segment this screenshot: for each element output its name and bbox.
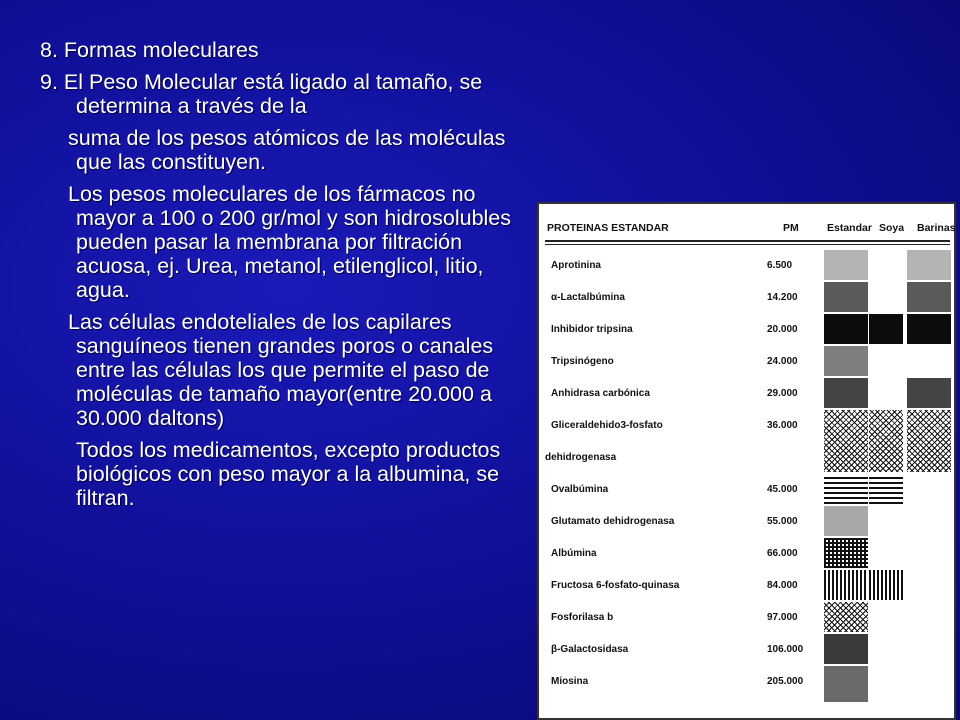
protein-name: dehidrogenasa (545, 452, 617, 463)
protein-name: Inhibidor tripsina (551, 324, 633, 335)
table-row (539, 378, 954, 410)
protein-pm: 20.000 (767, 324, 798, 335)
protein-name: β-Galactosidasa (551, 644, 629, 655)
band-soya (869, 570, 903, 600)
protein-pm: 24.000 (767, 356, 798, 367)
band-estandar (824, 602, 868, 632)
header-rule-thin (545, 244, 950, 245)
paragraph-item-9: 9. El Peso Molecular está ligado al tamaño, se determina a través de la (40, 70, 483, 118)
protein-name: Glutamato dehidrogenasa (551, 516, 675, 527)
protein-pm: 6.500 (767, 260, 793, 271)
protein-name: Tripsinógeno (551, 356, 614, 367)
table-row (539, 346, 954, 378)
header-soya: Soya (879, 222, 905, 234)
table-row (539, 442, 954, 474)
protein-name: Fructosa 6-fosfato-quinasa (551, 580, 680, 591)
protein-name: Miosina (551, 676, 589, 687)
table-row (539, 506, 954, 538)
protein-name: Fosforilasa b (551, 612, 614, 623)
band-estandar (824, 474, 868, 504)
table-row (539, 314, 954, 346)
protein-pm: 45.000 (767, 484, 798, 495)
paragraph-drug-weights: Los pesos moleculares de los fármacos no mayor a 100 o 200 gr/mol y son hidrosolubles pueden pasar la membrana por filtración acuosa, ej. Urea, metanol, etilenglicol, litio, agua. (68, 182, 512, 302)
protein-pm: 84.000 (767, 580, 798, 591)
band-estandar (824, 538, 868, 568)
protein-pm: 106.000 (767, 644, 804, 655)
paragraph-item-8: 8. Formas moleculares (40, 38, 259, 62)
band-estandar (824, 634, 868, 664)
protein-name: Ovalbúmina (551, 484, 609, 495)
protein-name: α-Lactalbúmina (551, 292, 625, 303)
header-rule (545, 240, 950, 242)
table-row (539, 666, 954, 698)
protein-pm: 97.000 (767, 612, 798, 623)
band-estandar (824, 282, 868, 312)
header-barinas: Barinas (917, 222, 956, 234)
table-row (539, 410, 954, 442)
protein-pm: 55.000 (767, 516, 798, 527)
band-barinas (907, 282, 951, 312)
band-estandar (824, 378, 868, 408)
protein-pm: 36.000 (767, 420, 798, 431)
paragraph-medications: Todos los medicamentos, excepto productos biológicos con peso mayor a la albumina, se filtran. (76, 438, 501, 510)
table-row (539, 538, 954, 570)
header-estandar: Estandar (827, 222, 872, 234)
band-estandar (824, 346, 868, 376)
band-estandar (824, 570, 868, 600)
band-barinas (907, 378, 951, 408)
slide-text (40, 38, 530, 518)
band-barinas (907, 250, 951, 280)
protein-name: Aprotinina (551, 260, 601, 271)
protein-pm: 66.000 (767, 548, 798, 559)
table-row (539, 250, 954, 282)
table-row (539, 570, 954, 602)
table-row (539, 282, 954, 314)
table-row (539, 474, 954, 506)
table-row (539, 602, 954, 634)
band-estandar (824, 250, 868, 280)
header-proteins: PROTEINAS ESTANDAR (547, 222, 669, 234)
band-soya (869, 474, 903, 504)
protein-pm: 14.200 (767, 292, 798, 303)
protein-standards-table-image (537, 202, 956, 720)
protein-name: Anhidrasa carbónica (551, 388, 650, 399)
header-pm: PM (783, 222, 799, 234)
protein-name: Albúmina (551, 548, 597, 559)
band-estandar (824, 314, 868, 344)
band-soya (869, 314, 903, 344)
paragraph-endothelial-cells: Las células endoteliales de los capilares sanguíneos tienen grandes poros o canales entre las células los que permite el paso de moléculas de tamaño mayor(entre 20.000 a 30.000 daltons) (68, 310, 494, 430)
table-row (539, 634, 954, 666)
band-estandar (824, 666, 868, 702)
paragraph-continuation: suma de los pesos atómicos de las moléculas que las constituyen. (68, 126, 506, 174)
protein-name: Gliceraldehido3-fosfato (551, 420, 663, 431)
table-header (547, 218, 956, 240)
band-estandar (824, 506, 868, 536)
protein-pm: 205.000 (767, 676, 804, 687)
band-barinas (907, 314, 951, 344)
protein-pm: 29.000 (767, 388, 798, 399)
